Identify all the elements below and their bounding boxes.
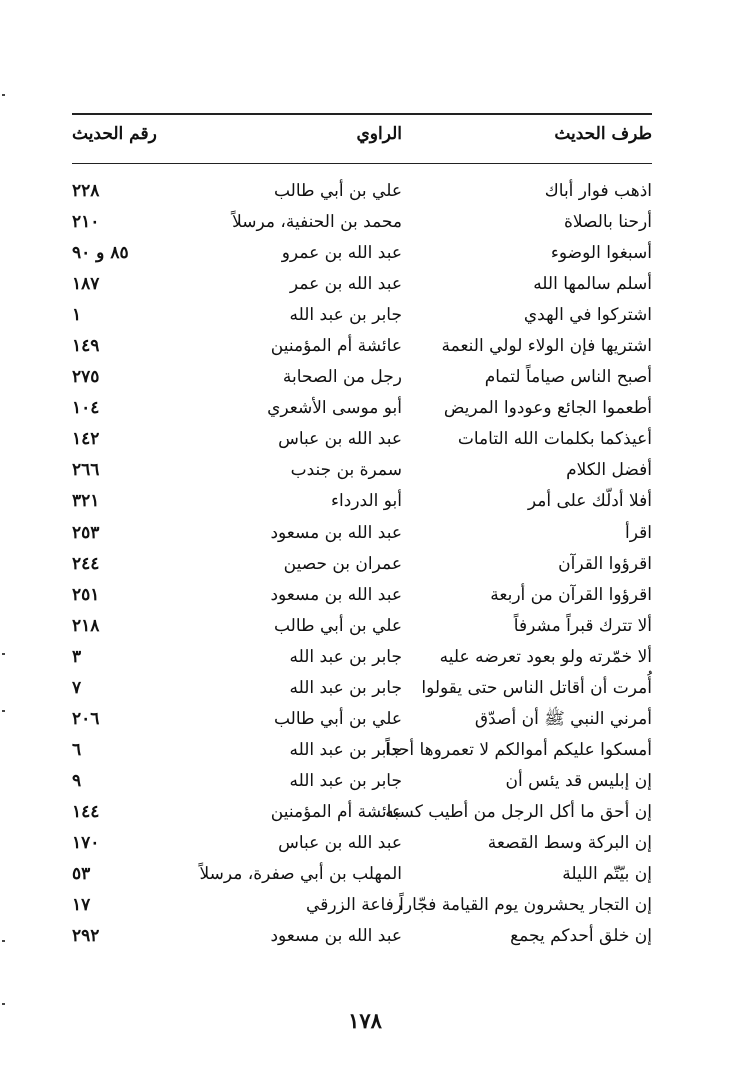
hadith-number: ٢٩٢ [72, 926, 100, 947]
scan-speck [2, 940, 5, 942]
index-row [72, 921, 652, 952]
hadith-number: ١٧٠ [72, 832, 100, 853]
index-row [72, 797, 652, 828]
hadith-number: ٧ [72, 677, 82, 698]
narrator-name: عبد الله بن عباس [278, 832, 402, 853]
index-row [72, 828, 652, 859]
hadith-number: ٩ [72, 770, 82, 791]
narrator-name: أبو الدرداء [331, 491, 402, 512]
hadith-number: ٣٢١ [72, 491, 100, 512]
scan-speck [2, 94, 5, 96]
hadith-text: اقرؤوا القرآن من أربعة [490, 584, 652, 605]
hadith-number: ٢١٠ [72, 212, 100, 233]
hadith-text: أسلم سالمها الله [533, 274, 652, 295]
hadith-number: ٢٦٦ [72, 460, 100, 481]
narrator-name: عبد الله بن مسعود [270, 584, 402, 605]
header-rule [72, 163, 652, 164]
index-row [72, 238, 652, 269]
page-number: ١٧٨ [348, 1008, 382, 1033]
hadith-text: أمسكوا عليكم أموالكم لا تعمروها أحداً [385, 739, 652, 760]
index-row [72, 642, 652, 673]
index-row [72, 424, 652, 455]
hadith-text: أسبغوا الوضوء [550, 243, 652, 264]
narrator-name: جابر بن عبد الله [289, 646, 402, 667]
hadith-text: إن التجار يحشرون يوم القيامة فجّاراً [399, 895, 652, 916]
narrator-name: علي بن أبي طالب [273, 181, 402, 201]
hadith-text: أُمرت أن أقاتل الناس حتى يقولوا [421, 677, 652, 698]
index-row [72, 704, 652, 735]
index-row [72, 455, 652, 486]
narrator-name: جابر بن عبد الله [289, 770, 402, 791]
narrator-name: سمرة بن جندب [290, 460, 402, 481]
index-row [72, 207, 652, 238]
index-row [72, 673, 652, 704]
scan-speck [2, 653, 5, 655]
scan-speck [2, 710, 5, 712]
narrator-name: رجل من الصحابة [282, 367, 402, 388]
index-row [72, 611, 652, 642]
narrator-name: عبد الله بن مسعود [270, 926, 402, 947]
header-hadith: طرف الحديث [554, 124, 652, 144]
narrator-name: عمران بن حصين [283, 553, 402, 574]
narrator-name: محمد بن الحنفية، مرسلاً [232, 212, 402, 233]
hadith-number: ١٧ [72, 895, 91, 916]
hadith-number: ١ [72, 305, 82, 326]
hadith-number: ٢٧٥ [72, 367, 100, 388]
index-row [72, 890, 652, 921]
narrator-name: علي بن أبي طالب [273, 615, 402, 636]
narrator-name: المهلب بن أبي صفرة، مرسلاً [199, 864, 402, 885]
scan-speck [2, 1003, 5, 1005]
hadith-text: أصبح الناس صياماً لتمام [484, 367, 652, 388]
hadith-number: ٢٠٦ [72, 708, 100, 729]
top-rule [72, 113, 652, 115]
hadith-number: ٦ [72, 739, 82, 760]
hadith-text: ألا تترك قبراً مشرفاً [513, 615, 652, 636]
hadith-number: ٨٥ و ٩٠ [72, 243, 129, 264]
index-row [72, 735, 652, 766]
index-row [72, 549, 652, 580]
narrator-name: جابر بن عبد الله [289, 305, 402, 326]
index-row [72, 393, 652, 424]
hadith-text: إن البركة وسط القصعة [487, 832, 652, 853]
narrator-name: رفاعة الزرقي [306, 895, 402, 916]
hadith-text: إن أحق ما أكل الرجل من أطيب كسبه [385, 801, 652, 822]
hadith-number: ٢١٨ [72, 615, 100, 636]
index-row [72, 362, 652, 393]
index-row [72, 176, 652, 207]
hadith-text: أرحنا بالصلاة [563, 212, 652, 233]
narrator-name: علي بن أبي طالب [273, 708, 402, 729]
index-row [72, 518, 652, 549]
hadith-number: ١٠٤ [72, 398, 100, 419]
narrator-name: عبد الله بن عمرو [281, 243, 402, 264]
hadith-text: ألا خمّرته ولو بعود تعرضه عليه [439, 646, 652, 667]
index-row [72, 859, 652, 890]
narrator-name: عبد الله بن عمر [289, 274, 402, 295]
index-row [72, 766, 652, 797]
index-row [72, 580, 652, 611]
hadith-text: إن خلق أحدكم يجمع [510, 926, 652, 947]
hadith-number: ٢٢٨ [72, 181, 100, 201]
hadith-text: اقرؤوا القرآن [558, 553, 652, 574]
hadith-text: اشتريها فإن الولاء لولي النعمة [441, 336, 652, 357]
hadith-text: أعيذكما بكلمات الله التامات [457, 429, 652, 450]
narrator-name: عبد الله بن مسعود [270, 522, 402, 543]
hadith-text: أطعموا الجائع وعودوا المريض [443, 398, 652, 419]
hadith-text: إن إبليس قد يئس أن [505, 770, 652, 791]
hadith-text: اشتركوا في الهدي [523, 305, 652, 326]
index-row [72, 269, 652, 300]
index-row [72, 300, 652, 331]
narrator-name: عبد الله بن عباس [278, 429, 402, 450]
narrator-name: جابر بن عبد الله [289, 739, 402, 760]
narrator-name: عائشة أم المؤمنين [270, 801, 402, 822]
hadith-text: إن بيّتّم الليلة [562, 864, 652, 885]
hadith-index-list [72, 176, 652, 952]
narrator-name: جابر بن عبد الله [289, 677, 402, 698]
index-row [72, 486, 652, 517]
hadith-number: ٢٥١ [72, 584, 100, 605]
hadith-number: ٥٣ [72, 864, 91, 885]
hadith-number: ٢٥٣ [72, 522, 100, 543]
index-row [72, 331, 652, 362]
hadith-text: أفضل الكلام [566, 460, 652, 481]
hadith-number: ١٤٢ [72, 429, 100, 450]
hadith-number: ٢٤٤ [72, 553, 100, 574]
table-header [72, 124, 652, 154]
hadith-number: ١٤٤ [72, 801, 100, 822]
hadith-number: ١٤٩ [72, 336, 100, 357]
hadith-text: اقرأ [625, 522, 652, 543]
header-number: رقم الحديث [72, 124, 157, 144]
hadith-text: أفلا أدلّك على أمر [527, 491, 652, 512]
hadith-text: اذهب فوار أباك [544, 181, 652, 201]
hadith-text: أمرني النبي ﷺ أن أصدّق [474, 708, 652, 729]
narrator-name: عائشة أم المؤمنين [270, 336, 402, 357]
narrator-name: أبو موسى الأشعري [267, 398, 402, 419]
hadith-number: ١٨٧ [72, 274, 100, 295]
hadith-number: ٣ [72, 646, 82, 667]
header-narrator: الراوي [356, 124, 402, 144]
